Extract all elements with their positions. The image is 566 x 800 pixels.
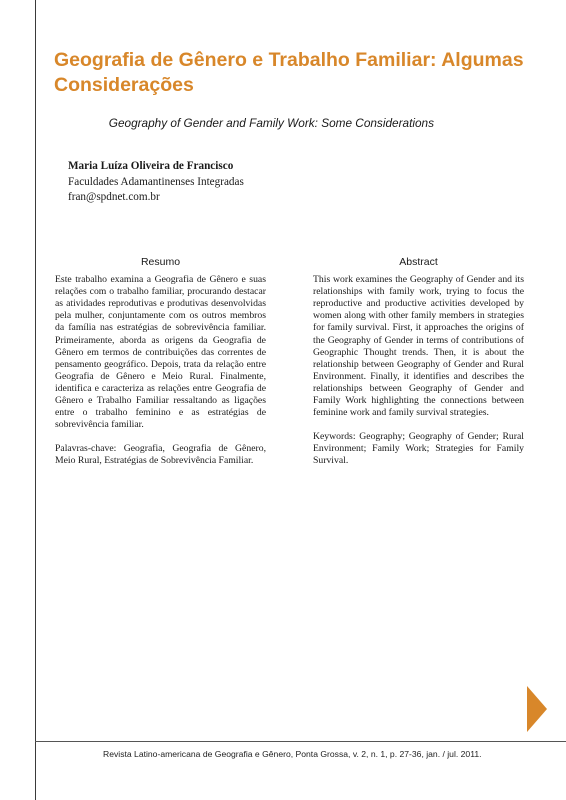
- footer-rule: [35, 741, 566, 742]
- footer-citation: Revista Latino-americana de Geografia e Gênero, Ponta Grossa, v. 2, n. 1, p. 27-36, jan. / jul. 2011.: [103, 749, 482, 759]
- author-block: [68, 159, 244, 206]
- left-margin-rule: [35, 0, 36, 800]
- resumo-heading: Resumo: [140, 256, 181, 268]
- abstract-body: This work examines the Geography of Gender and its relationships with family work, trying to focus the reproductive and productive activities developed by women along with other family members in strategies for family survival. First, it approaches the origins of the Geography of Gender in terms of contributions of Geographic Thought trends. Then, it is about the relationship between Geography of Gender and Rural Environment. Finally, it identifies and describes the relationships between Geography of Gender and Family Work highlighting the connections between feminine work and family survival strategies.: [313, 274, 524, 419]
- resumo-keywords: Palavras-chave: Geografia, Geografia de Gênero, Meio Rural, Estratégias de Sobrevivência Familiar.: [55, 443, 266, 467]
- abstract-keywords: Keywords: Geography; Geography of Gender; Rural Environment; Family Work; Strategies for Family Survival.: [313, 431, 524, 467]
- resumo-body: Este trabalho examina a Geografia de Gênero e suas relações com o trabalho familiar, procurando destacar as atividades reprodutivas e produtivas desenvolvidas pela mulher, conjuntamente com os outros membros da família nas estratégias de sobrevivência familiar. Primeiramente, aborda as origens da Geografia de Gênero em termos de contribuições das correntes de pensamento geográfico. Depois, trata da relação entre Geografia de Gênero e Meio Rural. Finalmente, identifica e caracteriza as relações entre Geografia de Gênero e Trabalho Familiar ressaltando as ligações entre o trabalho feminino e as estratégias de sobrevivência familiar.: [55, 274, 266, 431]
- author-affiliation: Faculdades Adamantinenses Integradas: [68, 175, 244, 188]
- author-email: fran@spdnet.com.br: [68, 191, 160, 203]
- resumo-column: [55, 256, 266, 480]
- abstract-heading: Abstract: [399, 256, 438, 268]
- abstract-column: [313, 256, 524, 480]
- article-title: Geografia de Gênero e Trabalho Familiar: Algumas Considerações: [54, 49, 524, 96]
- next-page-arrow-icon[interactable]: [527, 686, 547, 732]
- author-name: Maria Luíza Oliveira de Francisco: [68, 160, 234, 172]
- article-subtitle-english: Geography of Gender and Family Work: Some Considerations: [108, 116, 434, 130]
